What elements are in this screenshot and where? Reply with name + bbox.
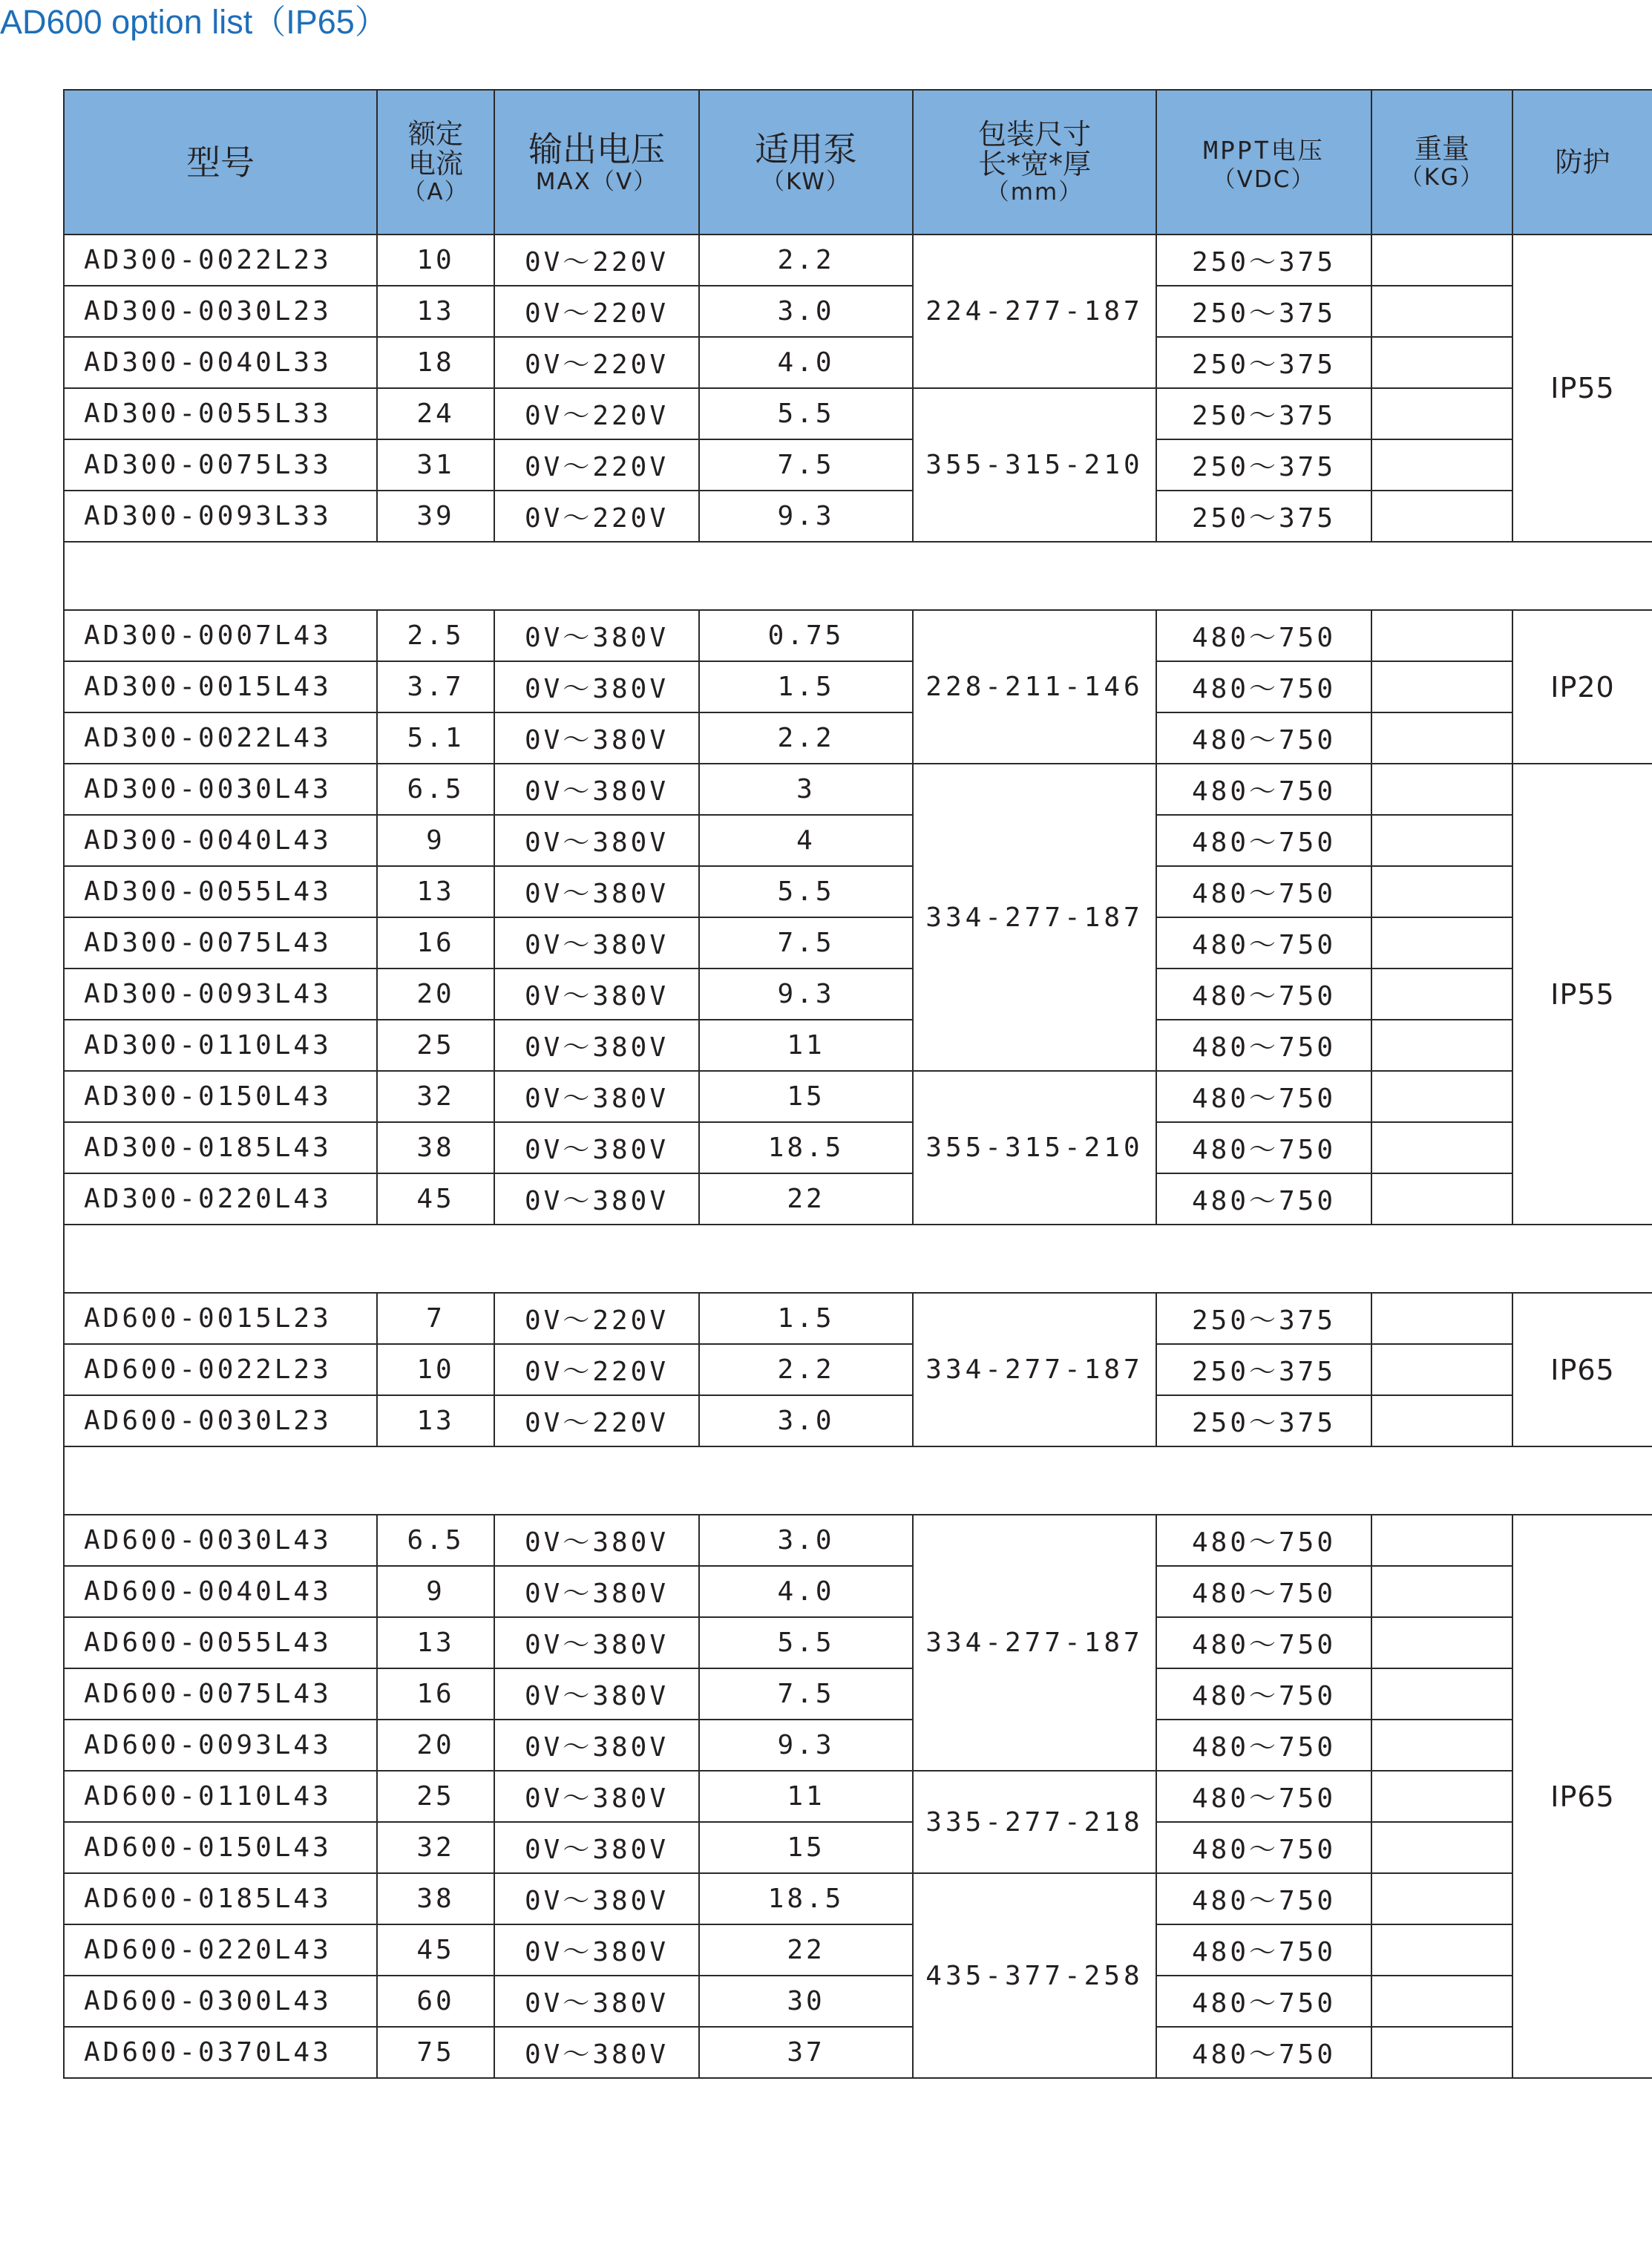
current-cell: 2.5 [377, 610, 494, 661]
voltage-cell: 0V～380V [494, 610, 699, 661]
model-cell: AD300-0075L43 [64, 917, 377, 969]
current-cell: 20 [377, 1720, 494, 1771]
pump-power-cell: 0.75 [699, 610, 913, 661]
pump-power-cell: 3.0 [699, 286, 913, 337]
table-body [64, 235, 1652, 2078]
voltage-cell: 0V～380V [494, 1668, 699, 1720]
table-row [64, 1173, 1652, 1225]
pump-power-cell: 11 [699, 1020, 913, 1071]
header-mppt [1156, 90, 1371, 235]
model-cell: AD300-0022L23 [64, 235, 377, 286]
weight-cell [1371, 1173, 1512, 1225]
model-cell: AD300-0030L43 [64, 764, 377, 815]
header-dims [913, 90, 1156, 235]
pump-power-cell: 5.5 [699, 388, 913, 439]
header-row [64, 90, 1652, 235]
mppt-voltage-cell: 250～375 [1156, 286, 1371, 337]
mppt-voltage-cell: 480～750 [1156, 1822, 1371, 1873]
mppt-voltage-cell: 480～750 [1156, 1173, 1371, 1225]
pump-power-cell: 22 [699, 1173, 913, 1225]
weight-cell [1371, 1020, 1512, 1071]
table-row [64, 712, 1652, 764]
header-dims-line1: 包装尺寸 [977, 117, 1091, 151]
voltage-cell: 0V～220V [494, 286, 699, 337]
mppt-voltage-cell: 250～375 [1156, 388, 1371, 439]
table-row [64, 286, 1652, 337]
current-cell: 25 [377, 1771, 494, 1822]
group-separator [64, 1225, 1652, 1293]
mppt-voltage-cell: 250～375 [1156, 491, 1371, 542]
weight-cell [1371, 712, 1512, 764]
group-separator-row [64, 1446, 1652, 1515]
table-row [64, 439, 1652, 491]
current-cell: 6.5 [377, 764, 494, 815]
mppt-voltage-cell: 250～375 [1156, 1344, 1371, 1395]
pump-power-cell: 7.5 [699, 439, 913, 491]
model-cell: AD600-0300L43 [64, 1976, 377, 2027]
voltage-cell: 0V～380V [494, 1720, 699, 1771]
table-row [64, 1566, 1652, 1617]
voltage-cell: 0V～380V [494, 866, 699, 917]
weight-cell [1371, 917, 1512, 969]
model-cell: AD300-0040L33 [64, 337, 377, 388]
model-cell: AD300-0022L43 [64, 712, 377, 764]
model-cell: AD300-0055L43 [64, 866, 377, 917]
header-model [64, 90, 377, 235]
pump-power-cell: 2.2 [699, 712, 913, 764]
voltage-cell: 0V～220V [494, 337, 699, 388]
pump-power-cell: 18.5 [699, 1873, 913, 1924]
mppt-voltage-cell: 480～750 [1156, 712, 1371, 764]
voltage-cell: 0V～220V [494, 235, 699, 286]
pump-power-cell: 15 [699, 1822, 913, 1873]
package-size-cell: 355-315-210 [913, 1071, 1156, 1225]
weight-cell [1371, 235, 1512, 286]
pump-power-cell: 3.0 [699, 1515, 913, 1566]
voltage-cell: 0V～380V [494, 1924, 699, 1976]
header-pump [699, 90, 913, 235]
table-row [64, 866, 1652, 917]
package-size-cell: 334-277-187 [913, 1293, 1156, 1446]
header-mppt-unit: （VDC） [1212, 166, 1316, 193]
mppt-voltage-cell: 480～750 [1156, 969, 1371, 1020]
header-weight-label: 重量 [1415, 132, 1469, 165]
pump-power-cell: 7.5 [699, 1668, 913, 1720]
voltage-cell: 0V～220V [494, 1395, 699, 1446]
table-row [64, 1924, 1652, 1976]
weight-cell [1371, 337, 1512, 388]
header-voltage-label: 输出电压 [528, 128, 665, 169]
mppt-voltage-cell: 480～750 [1156, 815, 1371, 866]
pump-power-cell: 5.5 [699, 866, 913, 917]
pump-power-cell: 2.2 [699, 1344, 913, 1395]
current-cell: 20 [377, 969, 494, 1020]
current-cell: 75 [377, 2027, 494, 2078]
current-cell: 3.7 [377, 661, 494, 712]
voltage-cell: 0V～220V [494, 388, 699, 439]
header-voltage-unit: MAX（V） [535, 168, 658, 195]
pump-power-cell: 9.3 [699, 1720, 913, 1771]
current-cell: 9 [377, 1566, 494, 1617]
model-cell: AD300-0093L33 [64, 491, 377, 542]
table-row [64, 235, 1652, 286]
mppt-voltage-cell: 480～750 [1156, 1122, 1371, 1173]
model-cell: AD600-0075L43 [64, 1668, 377, 1720]
table-row [64, 1822, 1652, 1873]
voltage-cell: 0V～380V [494, 661, 699, 712]
header-protection-label: 防护 [1555, 145, 1610, 178]
header-model-label: 型号 [186, 142, 255, 183]
table-row [64, 1873, 1652, 1924]
model-cell: AD600-0150L43 [64, 1822, 377, 1873]
header-dims-line2: 长*宽*厚 [977, 147, 1091, 180]
voltage-cell: 0V～220V [494, 439, 699, 491]
header-current-unit: （A） [402, 178, 469, 206]
pump-power-cell: 15 [699, 1071, 913, 1122]
voltage-cell: 0V～380V [494, 917, 699, 969]
voltage-cell: 0V～380V [494, 1020, 699, 1071]
voltage-cell: 0V～220V [494, 1344, 699, 1395]
mppt-voltage-cell: 250～375 [1156, 1293, 1371, 1344]
protection-cell: IP65 [1512, 1515, 1652, 2078]
header-weight-unit: （KG） [1399, 163, 1485, 191]
mppt-voltage-cell: 480～750 [1156, 1668, 1371, 1720]
table-row [64, 610, 1652, 661]
mppt-voltage-cell: 480～750 [1156, 1873, 1371, 1924]
weight-cell [1371, 1566, 1512, 1617]
weight-cell [1371, 2027, 1512, 2078]
current-cell: 32 [377, 1822, 494, 1873]
table-row [64, 815, 1652, 866]
weight-cell [1371, 1771, 1512, 1822]
protection-cell: IP20 [1512, 610, 1652, 764]
package-size-cell: 224-277-187 [913, 235, 1156, 388]
mppt-voltage-cell: 480～750 [1156, 2027, 1371, 2078]
model-cell: AD300-0007L43 [64, 610, 377, 661]
weight-cell [1371, 1344, 1512, 1395]
voltage-cell: 0V～220V [494, 1293, 699, 1344]
weight-cell [1371, 815, 1512, 866]
current-cell: 39 [377, 491, 494, 542]
table-row [64, 388, 1652, 439]
mppt-voltage-cell: 480～750 [1156, 1515, 1371, 1566]
pump-power-cell: 5.5 [699, 1617, 913, 1668]
mppt-voltage-cell: 480～750 [1156, 1720, 1371, 1771]
table-row [64, 1071, 1652, 1122]
page-title: AD600 option list（IP65） [0, 3, 388, 41]
current-cell: 7 [377, 1293, 494, 1344]
group-separator-row [64, 1225, 1652, 1293]
pump-power-cell: 22 [699, 1924, 913, 1976]
current-cell: 13 [377, 1395, 494, 1446]
table-row [64, 1668, 1652, 1720]
table-row [64, 1020, 1652, 1071]
protection-cell: IP65 [1512, 1293, 1652, 1446]
table-row [64, 491, 1652, 542]
pump-power-cell: 7.5 [699, 917, 913, 969]
weight-cell [1371, 1873, 1512, 1924]
pump-power-cell: 30 [699, 1976, 913, 2027]
weight-cell [1371, 661, 1512, 712]
weight-cell [1371, 1293, 1512, 1344]
table-row [64, 1122, 1652, 1173]
mppt-voltage-cell: 480～750 [1156, 1617, 1371, 1668]
pump-power-cell: 1.5 [699, 661, 913, 712]
model-cell: AD300-0150L43 [64, 1071, 377, 1122]
mppt-voltage-cell: 480～750 [1156, 661, 1371, 712]
voltage-cell: 0V～380V [494, 764, 699, 815]
weight-cell [1371, 1976, 1512, 2027]
table-row [64, 1344, 1652, 1395]
table-row [64, 764, 1652, 815]
current-cell: 10 [377, 235, 494, 286]
mppt-voltage-cell: 480～750 [1156, 917, 1371, 969]
package-size-cell: 228-211-146 [913, 610, 1156, 764]
mppt-voltage-cell: 480～750 [1156, 764, 1371, 815]
mppt-voltage-cell: 250～375 [1156, 439, 1371, 491]
group-separator-row [64, 542, 1652, 610]
model-cell: AD600-0185L43 [64, 1873, 377, 1924]
model-cell: AD600-0015L23 [64, 1293, 377, 1344]
current-cell: 13 [377, 866, 494, 917]
current-cell: 45 [377, 1173, 494, 1225]
model-cell: AD600-0093L43 [64, 1720, 377, 1771]
current-cell: 5.1 [377, 712, 494, 764]
weight-cell [1371, 764, 1512, 815]
current-cell: 32 [377, 1071, 494, 1122]
header-current-line1: 额定 [408, 117, 463, 150]
model-cell: AD600-0370L43 [64, 2027, 377, 2078]
weight-cell [1371, 491, 1512, 542]
current-cell: 6.5 [377, 1515, 494, 1566]
mppt-voltage-cell: 250～375 [1156, 337, 1371, 388]
model-cell: AD300-0075L33 [64, 439, 377, 491]
mppt-voltage-cell: 480～750 [1156, 610, 1371, 661]
header-current-line2: 电流 [408, 147, 463, 180]
pump-power-cell: 3 [699, 764, 913, 815]
table-row [64, 1617, 1652, 1668]
mppt-voltage-cell: 480～750 [1156, 1771, 1371, 1822]
model-cell: AD300-0093L43 [64, 969, 377, 1020]
voltage-cell: 0V～220V [494, 491, 699, 542]
pump-power-cell: 9.3 [699, 491, 913, 542]
model-cell: AD300-0030L23 [64, 286, 377, 337]
pump-power-cell: 4.0 [699, 337, 913, 388]
package-size-cell: 355-315-210 [913, 388, 1156, 542]
protection-cell: IP55 [1512, 235, 1652, 542]
table-row [64, 1293, 1652, 1344]
weight-cell [1371, 388, 1512, 439]
voltage-cell: 0V～380V [494, 969, 699, 1020]
voltage-cell: 0V～380V [494, 1873, 699, 1924]
pump-power-cell: 1.5 [699, 1293, 913, 1344]
current-cell: 38 [377, 1873, 494, 1924]
weight-cell [1371, 1668, 1512, 1720]
voltage-cell: 0V～380V [494, 2027, 699, 2078]
current-cell: 24 [377, 388, 494, 439]
table-header [64, 90, 1652, 235]
model-cell: AD600-0030L43 [64, 1515, 377, 1566]
table-row [64, 917, 1652, 969]
voltage-cell: 0V～380V [494, 1566, 699, 1617]
pump-power-cell: 37 [699, 2027, 913, 2078]
model-cell: AD600-0110L43 [64, 1771, 377, 1822]
current-cell: 45 [377, 1924, 494, 1976]
model-cell: AD300-0040L43 [64, 815, 377, 866]
weight-cell [1371, 969, 1512, 1020]
table-row [64, 1976, 1652, 2027]
protection-cell: IP55 [1512, 764, 1652, 1225]
weight-cell [1371, 286, 1512, 337]
voltage-cell: 0V～380V [494, 1173, 699, 1225]
model-cell: AD300-0055L33 [64, 388, 377, 439]
model-cell: AD300-0220L43 [64, 1173, 377, 1225]
pump-power-cell: 3.0 [699, 1395, 913, 1446]
model-cell: AD300-0185L43 [64, 1122, 377, 1173]
package-size-cell: 334-277-187 [913, 764, 1156, 1071]
table-row [64, 1515, 1652, 1566]
pump-power-cell: 18.5 [699, 1122, 913, 1173]
pump-power-cell: 4 [699, 815, 913, 866]
current-cell: 18 [377, 337, 494, 388]
table-row [64, 1720, 1652, 1771]
package-size-cell: 334-277-187 [913, 1515, 1156, 1771]
table-row [64, 969, 1652, 1020]
current-cell: 9 [377, 815, 494, 866]
voltage-cell: 0V～380V [494, 1617, 699, 1668]
current-cell: 13 [377, 1617, 494, 1668]
model-cell: AD600-0055L43 [64, 1617, 377, 1668]
package-size-cell: 335-277-218 [913, 1771, 1156, 1873]
pump-power-cell: 2.2 [699, 235, 913, 286]
pump-power-cell: 11 [699, 1771, 913, 1822]
mppt-voltage-cell: 480～750 [1156, 1924, 1371, 1976]
weight-cell [1371, 866, 1512, 917]
weight-cell [1371, 1720, 1512, 1771]
model-cell: AD600-0040L43 [64, 1566, 377, 1617]
model-cell: AD300-0015L43 [64, 661, 377, 712]
weight-cell [1371, 1122, 1512, 1173]
weight-cell [1371, 610, 1512, 661]
mppt-voltage-cell: 250～375 [1156, 235, 1371, 286]
header-voltage [494, 90, 699, 235]
weight-cell [1371, 1395, 1512, 1446]
weight-cell [1371, 439, 1512, 491]
weight-cell [1371, 1617, 1512, 1668]
table-row [64, 1395, 1652, 1446]
voltage-cell: 0V～380V [494, 712, 699, 764]
voltage-cell: 0V～380V [494, 1822, 699, 1873]
package-size-cell: 435-377-258 [913, 1873, 1156, 2078]
current-cell: 38 [377, 1122, 494, 1173]
table-row [64, 1771, 1652, 1822]
model-cell: AD600-0022L23 [64, 1344, 377, 1395]
current-cell: 31 [377, 439, 494, 491]
header-pump-label: 适用泵 [755, 128, 857, 169]
current-cell: 16 [377, 1668, 494, 1720]
voltage-cell: 0V～380V [494, 815, 699, 866]
current-cell: 25 [377, 1020, 494, 1071]
weight-cell [1371, 1924, 1512, 1976]
header-dims-unit: （mm） [986, 178, 1084, 206]
group-separator [64, 542, 1652, 610]
weight-cell [1371, 1515, 1512, 1566]
mppt-voltage-cell: 480～750 [1156, 866, 1371, 917]
mppt-voltage-cell: 480～750 [1156, 1020, 1371, 1071]
header-pump-unit: （KW） [761, 168, 850, 195]
model-cell: AD600-0220L43 [64, 1924, 377, 1976]
voltage-cell: 0V～380V [494, 1071, 699, 1122]
table-row [64, 337, 1652, 388]
voltage-cell: 0V～380V [494, 1515, 699, 1566]
mppt-voltage-cell: 480～750 [1156, 1071, 1371, 1122]
model-cell: AD600-0030L23 [64, 1395, 377, 1446]
voltage-cell: 0V～380V [494, 1976, 699, 2027]
weight-cell [1371, 1822, 1512, 1873]
voltage-cell: 0V～380V [494, 1122, 699, 1173]
header-mppt-label: MPPT电压 [1203, 136, 1325, 165]
weight-cell [1371, 1071, 1512, 1122]
current-cell: 13 [377, 286, 494, 337]
option-list-table [63, 89, 1652, 2079]
header-protection [1512, 90, 1652, 235]
voltage-cell: 0V～380V [494, 1771, 699, 1822]
header-current [377, 90, 494, 235]
model-cell: AD300-0110L43 [64, 1020, 377, 1071]
pump-power-cell: 9.3 [699, 969, 913, 1020]
mppt-voltage-cell: 250～375 [1156, 1395, 1371, 1446]
group-separator [64, 1446, 1652, 1515]
current-cell: 16 [377, 917, 494, 969]
current-cell: 60 [377, 1976, 494, 2027]
header-weight [1371, 90, 1512, 235]
table-row [64, 2027, 1652, 2078]
current-cell: 10 [377, 1344, 494, 1395]
table-row [64, 661, 1652, 712]
pump-power-cell: 4.0 [699, 1566, 913, 1617]
mppt-voltage-cell: 480～750 [1156, 1976, 1371, 2027]
mppt-voltage-cell: 480～750 [1156, 1566, 1371, 1617]
